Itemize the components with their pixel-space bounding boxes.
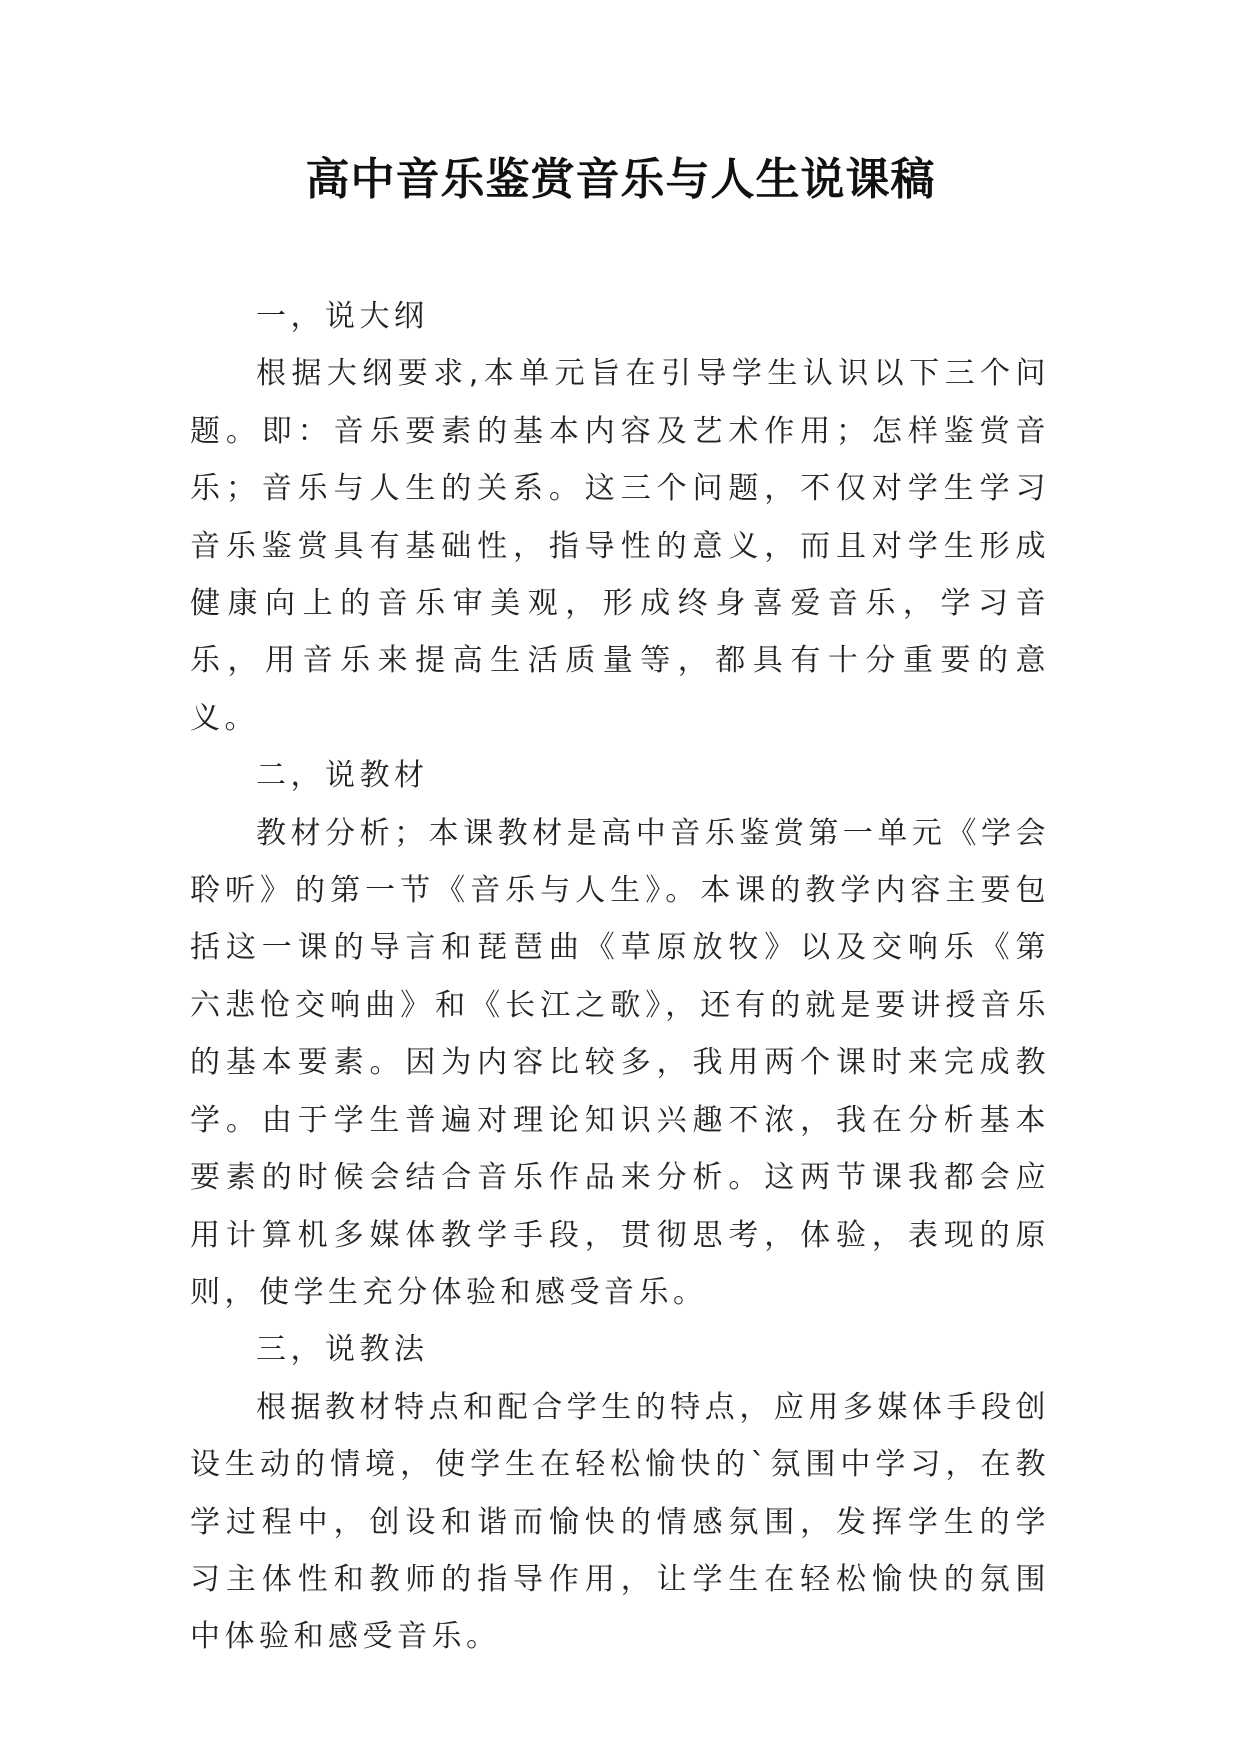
section-paragraph-outline: 根据大纲要求,本单元旨在引导学生认识以下三个问题。即：音乐要素的基本内容及艺术作用；怎样鉴赏音乐；音乐与人生的关系。这三个问题，不仅对学生学习音乐鉴赏具有基础性，指导性的意义，而且对学生形成健康向上的音乐审美观，形成终身喜爱音乐，学习音乐，用音乐来提高生活质量等，都具有十分重要的意义。 [190, 356, 1050, 736]
section-heading-method: 三，说教法 [256, 1332, 429, 1368]
section-paragraph-method: 根据教材特点和配合学生的特点，应用多媒体手段创设生动的情境，使学生在轻松愉快的`氛围中学习，在教学过程中，创设和谐而愉快的情感氛围，发挥学生的学习主体性和教师的指导作用，让学生在轻松愉快的氛围中体验和感受音乐。 [190, 1389, 1050, 1655]
section-heading-outline: 一，说大纲 [256, 299, 429, 334]
document-body [190, 288, 1050, 1666]
section-paragraph-textbook: 教材分析；本课教材是高中音乐鉴赏第一单元《学会聆听》的第一节《音乐与人生》。本课的教学内容主要包括这一课的导言和琵琶曲《草原放牧》以及交响乐《第六悲怆交响曲》和《长江之歌》，还有的就是要讲授音乐的基本要素。因为内容比较多，我用两个课时来完成教学。由于学生普遍对理论知识兴趣不浓，我在分析基本要素的时候会结合音乐作品来分析。这两节课我都会应用计算机多媒体教学手段，贯彻思考，体验，表现的原则，使学生充分体验和感受音乐。 [190, 815, 1050, 1310]
section-heading-textbook: 二，说教材 [256, 758, 429, 794]
document-title: 高中音乐鉴赏音乐与人生说课稿 [305, 154, 936, 205]
